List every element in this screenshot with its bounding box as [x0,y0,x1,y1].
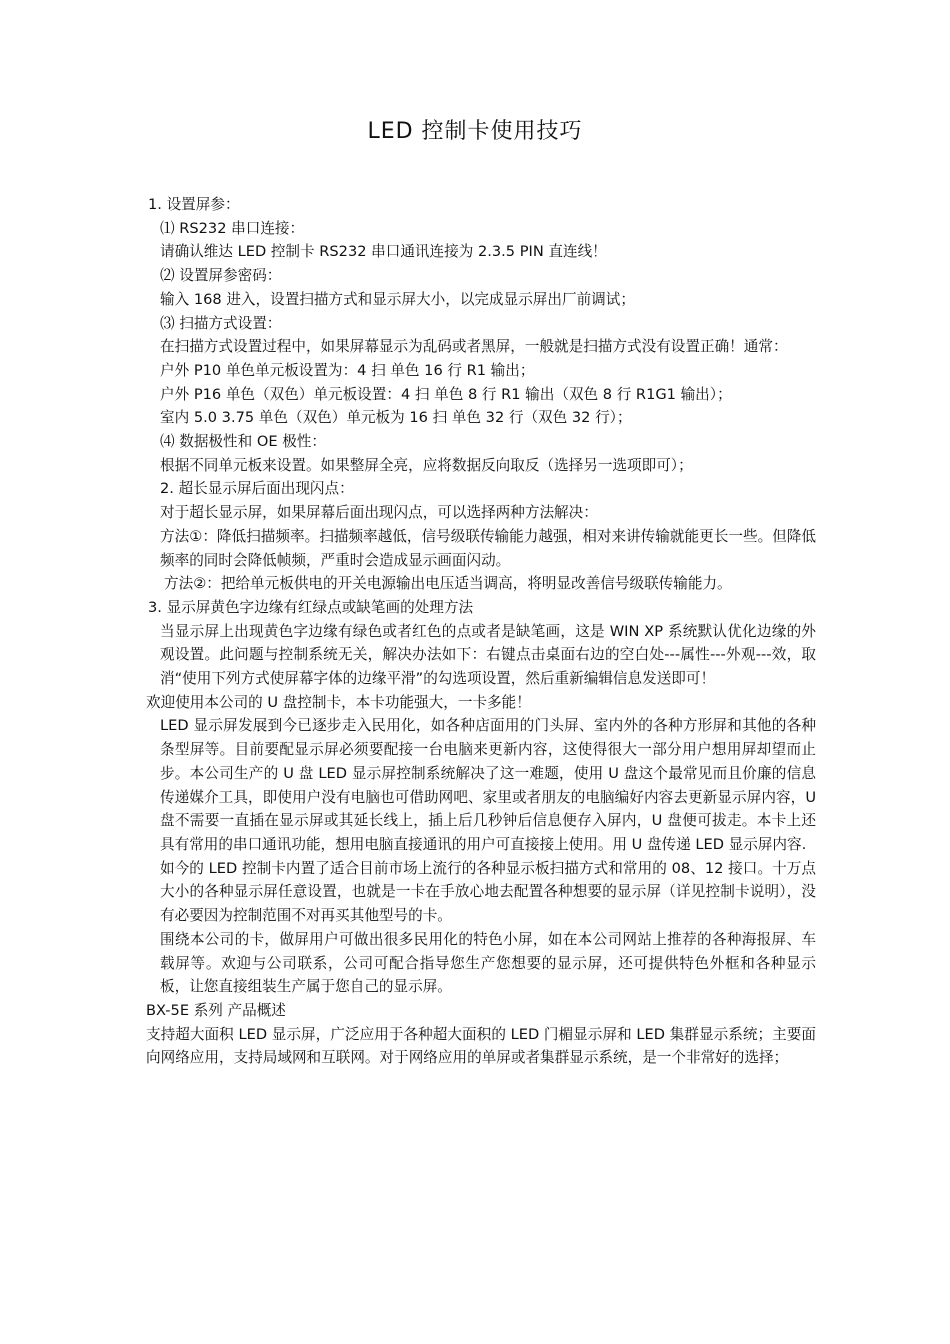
paragraph: 如今的 LED 控制卡内置了适合目前市场上流行的各种显示板扫描方式和常用的 08、12 接口。十万点大小的各种显示屏任意设置，也就是一卡在手放心地去配置各种想要的显示屏（详见控制卡说明），没有必要因为控制范围不对再买其他型号的卡。 [160,859,816,925]
paragraph: 支持超大面积 LED 显示屏，广泛应用于各种超大面积的 LED 门楣显示屏和 LED 集群显示系统；主要面向网络应用，支持局域网和互联网。对于网络应用的单屏或者集群显示系统，是一个非常好的选择； [146,1025,816,1067]
paragraph: 户外 P10 单色单元板设置为：4 扫 单色 16 行 R1 输出； [160,361,535,379]
paragraph: 根据不同单元板来设置。如果整屏全亮，应将数据反向取反（选择另一选项即可）； [160,456,693,474]
document-title: LED 控制卡使用技巧 [367,119,583,144]
paragraph: 请确认维达 LED 控制卡 RS232 串口通讯连接为 2.3.5 PIN 直连线！ [160,243,607,261]
paragraph: ⑶ 扫描方式设置： [160,314,282,332]
paragraph: 室内 5.0 3.75 单色（双色）单元板为 16 扫 单色 32 行（双色 32 行）； [160,409,632,427]
paragraph: 3. 显示屏黄色字边缘有红绿点或缺笔画的处理方法 [148,598,474,616]
paragraph: LED 显示屏发展到今已逐步走入民用化，如各种店面用的门头屏、室内外的各种方形屏和其他的各种条型屏等。目前要配显示屏必须要配接一台电脑来更新内容，这使得很大一部分用户想用屏却望而止步。本公司生产的 U 盘 LED 显示屏控制系统解决了这一难题，使用 U 盘这个最常见而且价廉的信息传递媒介工具，即使用户没有电脑也可借助网吧、家里或者朋友的电脑编好内容去更新显示屏内容，U 盘不需要一直插在显示屏或其延长线上，插上后几秒钟后信息便存入屏内，U 盘便可拔走。本卡上还具有常用的串口通讯功能，想用电脑直接通讯的用户可直接接上使用。用 U 盘传递 LED 显示屏内容. [160,717,816,853]
paragraph: 方法②：把给单元板供电的开关电源输出电压适当调高，将明显改善信号级联传输能力。 [164,575,732,593]
paragraph: 方法①：降低扫描频率。扫描频率越低，信号级联传输能力越强，相对来讲传输就能更长一些。但降低频率的同时会降低帧频，严重时会造成显示画面闪动。 [160,527,816,569]
paragraph: ⑴ RS232 串口连接： [160,219,305,237]
paragraph: 当显示屏上出现黄色字边缘有绿色或者红色的点或者是缺笔画，这是 WIN XP 系统默认优化边缘的外观设置。此问题与控制系统无关，解决办法如下：右键点击桌面右边的空白处---属性---外观---效，取消“使用下列方式使屏幕字体的边缘平滑”的勾选项设置，然后重新编辑信息发送即可！ [160,622,816,688]
paragraph: 输入 168 进入，设置扫描方式和显示屏大小，以完成显示屏出厂前调试； [160,290,635,308]
paragraph: 户外 P16 单色（双色）单元板设置：4 扫 单色 8 行 R1 输出（双色 8 行 R1G1 输出）； [160,385,732,403]
paragraph: ⑷ 数据极性和 OE 极性： [160,433,326,451]
paragraph: 在扫描方式设置过程中，如果屏幕显示为乱码或者黑屏，一般就是扫描方式没有设置正确！通常： [160,338,788,356]
paragraph: BX-5E 系列 产品概述 [146,1001,286,1019]
paragraph: 欢迎使用本公司的 U 盘控制卡，本卡功能强大，一卡多能！ [146,693,531,711]
paragraph: 1. 设置屏参： [148,196,240,213]
paragraph: 围绕本公司的卡，做屏用户可做出很多民用化的特色小屏，如在本公司网站上推荐的各种海报屏、车载屏等。欢迎与公司联系，公司可配合指导您生产您想要的显示屏，还可提供特色外框和各种显示板，让您直接组装生产属于您自己的显示屏。 [160,930,816,996]
paragraph: 2. 超长显示屏后面出现闪点： [160,480,354,498]
paragraph: 对于超长显示屏，如果屏幕后面出现闪点，可以选择两种方法解决： [160,504,598,522]
document-body [146,193,816,1070]
paragraph: ⑵ 设置屏参密码： [160,267,282,285]
